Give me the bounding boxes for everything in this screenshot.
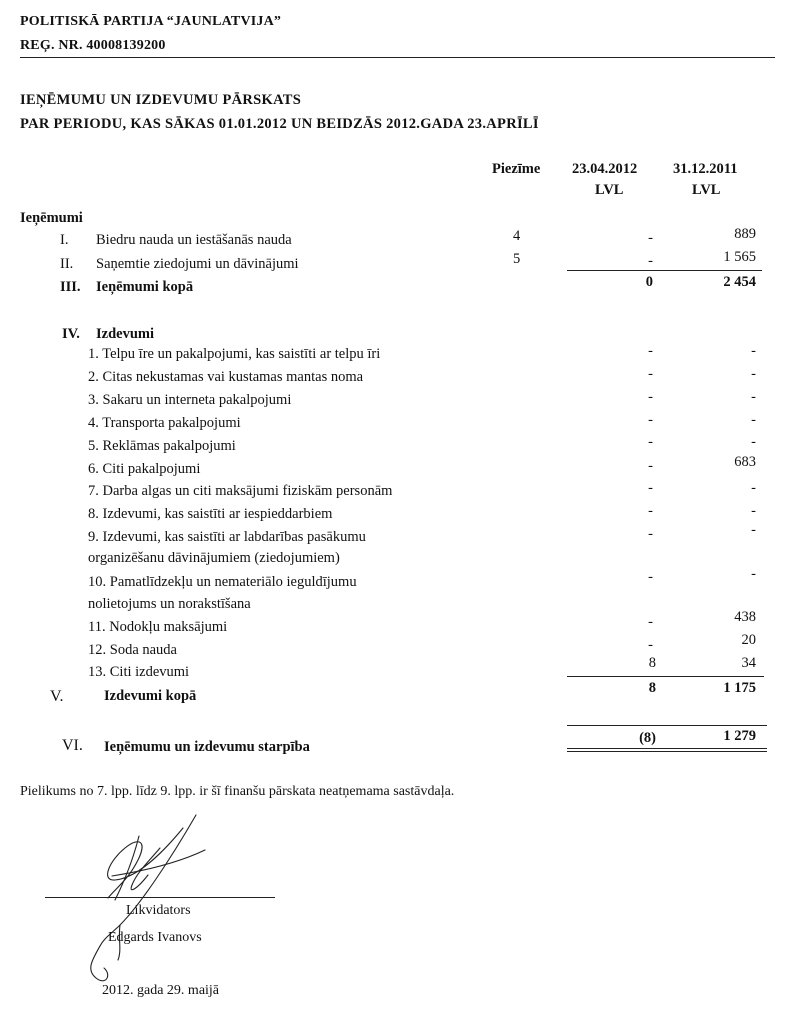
income-heading: Ieņēmumi [20, 210, 83, 226]
signer-role: Likvidators [126, 903, 191, 918]
note-column-header: Piezīme [492, 161, 541, 177]
expense-row-value-col1: - [648, 458, 653, 474]
income-row-value-col2: 1 565 [723, 249, 756, 265]
signature-line [45, 897, 275, 898]
registration-number: REĢ. NR. 40008139200 [20, 38, 166, 53]
report-period: PAR PERIODU, KAS SĀKAS 01.01.2012 UN BEIDZĀS 2012.GADA 23.APRĪLĪ [20, 116, 539, 132]
expenses-total-value-col2: 1 175 [723, 680, 756, 696]
expense-row-value-col2: - [751, 434, 756, 450]
expense-row-label: 12. Soda nauda [88, 642, 177, 658]
expense-row-value-col1: - [648, 526, 653, 542]
expense-row-value-col1: - [648, 614, 653, 630]
income-row-num: I. [60, 232, 69, 248]
income-total-value-col1: 0 [645, 274, 653, 290]
expense-row-value-col2: - [751, 480, 756, 496]
expense-row-label-continued: nolietojums un norakstīšana [88, 596, 251, 612]
difference-value-col1: (8) [639, 730, 656, 746]
expense-row-label: 1. Telpu īre un pakalpojumi, kas saistīti ar telpu īri [88, 346, 381, 362]
appendix-note: Pielikums no 7. lpp. līdz 9. lpp. ir šī finanšu pārskata neatņemama sastāvdaļa. [20, 784, 455, 799]
expense-row-label: 10. Pamatlīdzekļu un nemateriālo ieguldījumu [88, 574, 357, 590]
col2-date-header: 31.12.2011 [673, 161, 738, 177]
expense-row-value-col1: - [648, 480, 653, 496]
expense-row-label: 5. Reklāmas pakalpojumi [88, 438, 236, 454]
expense-row-value-col1: - [648, 569, 653, 585]
income-row-num: II. [60, 256, 74, 272]
expenses-heading: Izdevumi [96, 326, 154, 342]
expense-row-label: 4. Transporta pakalpojumi [88, 415, 241, 431]
report-title: IEŅĒMUMU UN IZDEVUMU PĀRSKATS [20, 92, 302, 108]
income-total-value-col2: 2 454 [723, 274, 756, 290]
expense-row-value-col1: - [648, 434, 653, 450]
difference-label: Ieņēmumu un izdevumu starpība [104, 739, 310, 755]
income-row-note: 5 [513, 251, 521, 267]
expense-row-value-col1: - [648, 503, 653, 519]
expenses-total-value-col1: 8 [648, 680, 656, 696]
expense-row-label: 7. Darba algas un citi maksājumi fiziskām personām [88, 483, 393, 499]
income-row-value-col1: - [648, 230, 653, 246]
signer-name: Edgards Ivanovs [108, 930, 202, 945]
expense-row-value-col1: - [648, 366, 653, 382]
col1-unit-header: LVL [595, 182, 624, 198]
expense-row-value-col1: - [648, 412, 653, 428]
income-row-label: Saņemtie ziedojumi un dāvinājumi [96, 256, 299, 272]
income-row-value-col1: - [648, 253, 653, 269]
expense-row-value-col2: - [751, 389, 756, 405]
expense-row-value-col2: 438 [734, 609, 756, 625]
expense-row-label: 11. Nodokļu maksājumi [88, 619, 228, 635]
expense-row-label: 2. Citas nekustamas vai kustamas mantas noma [88, 369, 364, 385]
signature-date: 2012. gada 29. maijā [102, 983, 220, 998]
expenses-total-num: V. [50, 688, 64, 705]
expense-row-value-col2: 34 [741, 655, 756, 671]
expense-row-value-col2: 683 [734, 454, 756, 470]
expense-row-value-col1: - [648, 389, 653, 405]
expense-row-label: 6. Citi pakalpojumi [88, 461, 201, 477]
expense-row-value-col1: - [648, 343, 653, 359]
expense-row-value-col1: - [648, 637, 653, 653]
expense-row-value-col2: - [751, 566, 756, 582]
expense-row-value-col2: - [751, 343, 756, 359]
expense-row-label: 8. Izdevumi, kas saistīti ar iespieddarbiem [88, 506, 333, 522]
expense-row-value-col2: - [751, 503, 756, 519]
expense-row-label-continued: organizēšanu dāvinājumiem (ziedojumiem) [88, 550, 340, 566]
income-total-num: III. [60, 279, 81, 295]
expense-row-value-col2: - [751, 366, 756, 382]
col2-unit-header: LVL [692, 182, 721, 198]
expense-row-label: 9. Izdevumi, kas saistīti ar labdarības pasākumu [88, 529, 366, 545]
expenses-total-label: Izdevumi kopā [104, 688, 197, 704]
expenses-heading-num: IV. [62, 326, 80, 342]
expense-row-value-col1: 8 [648, 655, 656, 671]
expense-row-label: 3. Sakaru un interneta pakalpojumi [88, 392, 292, 408]
income-row-note: 4 [513, 228, 521, 244]
expense-row-value-col2: 20 [741, 632, 756, 648]
col1-date-header: 23.04.2012 [572, 161, 638, 177]
income-total-label: Ieņēmumi kopā [96, 279, 194, 295]
difference-value-col2: 1 279 [723, 728, 756, 744]
income-row-label: Biedru nauda un iestāšanās nauda [96, 232, 292, 248]
expense-row-value-col2: - [751, 412, 756, 428]
expense-row-label: 13. Citi izdevumi [88, 664, 190, 680]
difference-num: VI. [62, 737, 83, 754]
party-name: POLITISKĀ PARTIJA “JAUNLATVIJA” [20, 14, 282, 29]
expense-row-value-col2: - [751, 522, 756, 538]
income-row-value-col2: 889 [734, 226, 756, 242]
